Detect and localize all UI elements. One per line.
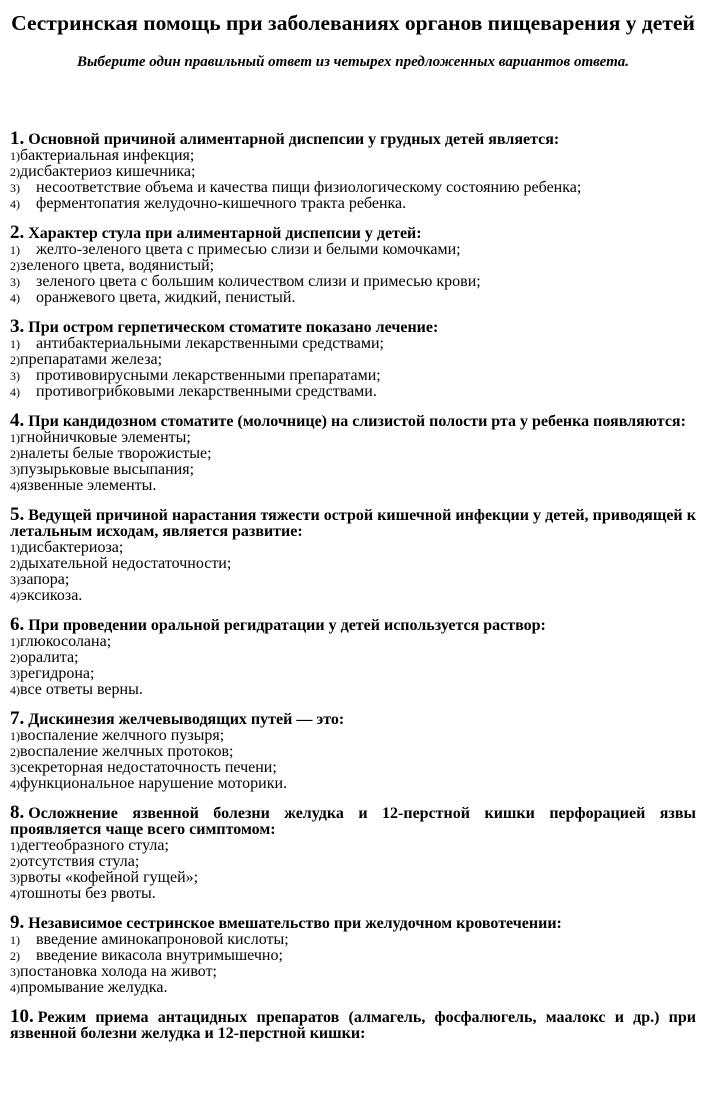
answer-number: 1) bbox=[10, 541, 20, 555]
answer-option bbox=[10, 634, 696, 650]
answer-text: эксикоза. bbox=[20, 587, 83, 604]
answer-text: оранжевого цвета, жидкий, пенистый. bbox=[36, 289, 296, 306]
answer-option bbox=[10, 478, 696, 494]
question-number: 9. bbox=[10, 912, 25, 933]
answer-text: зеленого цвета с большим количеством слизи и примесью крови; bbox=[36, 273, 481, 290]
answer-option bbox=[10, 242, 696, 258]
question-number: 2. bbox=[10, 222, 25, 243]
question-heading bbox=[10, 222, 696, 243]
answer-number: 1) bbox=[10, 933, 20, 947]
answer-text: ферментопатия желудочно-кишечного тракта ребенка. bbox=[36, 195, 407, 212]
question-heading bbox=[10, 708, 696, 729]
answer-text: желто-зеленого цвета с примесью слизи и белыми комочками; bbox=[36, 241, 461, 258]
answer-option bbox=[10, 258, 696, 274]
answer-text: тошноты без рвоты. bbox=[20, 885, 156, 902]
answer-text: постановка холода на живот; bbox=[20, 963, 217, 980]
answer-option bbox=[10, 368, 696, 384]
answer-number: 4) bbox=[10, 589, 20, 603]
question-list bbox=[10, 128, 696, 1042]
answer-option bbox=[10, 964, 696, 980]
answer-text: язвенные элементы. bbox=[20, 477, 157, 494]
question-text: При кандидозном стоматите (молочнице) на слизистой полости рта у ребенка появляются: bbox=[28, 413, 686, 430]
answer-number: 2) bbox=[10, 557, 20, 571]
answer-number: 4) bbox=[10, 197, 20, 211]
answer-text: бактериальная инфекция; bbox=[20, 147, 195, 164]
answer-text: пузырьковые высыпания; bbox=[20, 461, 195, 478]
question-text: При остром герпетическом стоматите показано лечение: bbox=[28, 319, 439, 336]
answer-number: 3) bbox=[10, 369, 20, 383]
question-number: 8. bbox=[10, 802, 25, 823]
question-heading bbox=[10, 802, 696, 838]
answer-text: промывание желудка. bbox=[20, 979, 168, 996]
answer-number: 1) bbox=[10, 149, 20, 163]
question-number: 5. bbox=[10, 504, 25, 525]
answer-option bbox=[10, 384, 696, 400]
answer-number: 3) bbox=[10, 761, 20, 775]
answer-text: противогрибковыми лекарственными средствами. bbox=[36, 383, 377, 400]
answer-option bbox=[10, 588, 696, 604]
question-7 bbox=[10, 708, 696, 792]
question-2 bbox=[10, 222, 696, 306]
answer-text: рвоты «кофейной гущей»; bbox=[20, 869, 199, 886]
answer-option bbox=[10, 274, 696, 290]
question-heading bbox=[10, 504, 696, 540]
answer-text: налеты белые творожистые; bbox=[20, 445, 212, 462]
answer-text: регидрона; bbox=[20, 665, 95, 682]
answer-number: 1) bbox=[10, 635, 20, 649]
question-5 bbox=[10, 504, 696, 604]
answer-option bbox=[10, 430, 696, 446]
question-9 bbox=[10, 912, 696, 996]
question-6 bbox=[10, 614, 696, 698]
question-number: 10. bbox=[10, 1006, 34, 1027]
answer-number: 3) bbox=[10, 275, 20, 289]
answer-option bbox=[10, 164, 696, 180]
answer-text: препаратами железа; bbox=[20, 351, 163, 368]
answer-text: функциональное нарушение моторики. bbox=[20, 775, 288, 792]
answer-text: противовирусными лекарственными препаратами; bbox=[36, 367, 381, 384]
answer-number: 3) bbox=[10, 871, 20, 885]
answer-number: 1) bbox=[10, 729, 20, 743]
answer-option bbox=[10, 290, 696, 306]
question-1 bbox=[10, 128, 696, 212]
answer-option bbox=[10, 556, 696, 572]
question-heading bbox=[10, 1006, 696, 1042]
answer-number: 4) bbox=[10, 385, 20, 399]
answer-number: 2) bbox=[10, 745, 20, 759]
answer-number: 2) bbox=[10, 165, 20, 179]
question-text: Дискинезия желчевыводящих путей — это: bbox=[28, 711, 345, 728]
answer-text: глюкосолана; bbox=[20, 633, 112, 650]
answer-option bbox=[10, 352, 696, 368]
answer-text: несоответствие объема и качества пищи физиологическому состоянию ребенка; bbox=[36, 179, 582, 196]
answer-option bbox=[10, 776, 696, 792]
answer-number: 3) bbox=[10, 181, 20, 195]
question-heading bbox=[10, 614, 696, 635]
answer-number: 4) bbox=[10, 291, 20, 305]
answer-text: гнойничковые элементы; bbox=[20, 429, 191, 446]
question-3 bbox=[10, 316, 696, 400]
answer-text: дегтеобразного стула; bbox=[20, 837, 169, 854]
answer-number: 4) bbox=[10, 479, 20, 493]
instruction-text: Выберите один правильный ответ из четырех предложенных вариантов ответа. bbox=[76, 54, 630, 70]
question-number: 7. bbox=[10, 708, 25, 729]
question-text: При проведении оральной регидратации у детей используется раствор: bbox=[28, 617, 546, 634]
answer-text: оралита; bbox=[20, 649, 79, 666]
answer-text: запора; bbox=[20, 571, 70, 588]
answer-text: зеленого цвета, водянистый; bbox=[20, 257, 215, 274]
answer-option bbox=[10, 760, 696, 776]
answer-option bbox=[10, 446, 696, 462]
answer-option bbox=[10, 728, 696, 744]
answer-number: 2) bbox=[10, 855, 20, 869]
answer-option bbox=[10, 870, 696, 886]
answer-text: антибактериальными лекарственными средствами; bbox=[36, 335, 384, 352]
answer-option bbox=[10, 980, 696, 996]
answer-option bbox=[10, 948, 696, 964]
answer-option bbox=[10, 462, 696, 478]
answer-text: воспаление желчного пузыря; bbox=[20, 727, 225, 744]
answer-number: 3) bbox=[10, 667, 20, 681]
page-title: Сестринская помощь при заболеваниях органов пищеварения у детей bbox=[11, 11, 695, 35]
question-4 bbox=[10, 410, 696, 494]
question-heading bbox=[10, 316, 696, 337]
answer-text: воспаление желчных протоков; bbox=[20, 743, 234, 760]
answer-text: дыхательной недостаточности; bbox=[20, 555, 232, 572]
question-text: Осложнение язвенной болезни желудка и 12-перстной кишки перфорацией язвы проявляется чаще всего симптомом: bbox=[10, 805, 696, 838]
question-number: 1. bbox=[10, 128, 25, 149]
answer-number: 2) bbox=[10, 651, 20, 665]
answer-text: введение аминокапроновой кислоты; bbox=[36, 931, 289, 948]
answer-number: 3) bbox=[10, 965, 20, 979]
answer-option bbox=[10, 886, 696, 902]
answer-option bbox=[10, 180, 696, 196]
answer-text: отсутствия стула; bbox=[20, 853, 140, 870]
question-8 bbox=[10, 802, 696, 902]
answer-number: 2) bbox=[10, 949, 20, 963]
answer-text: секреторная недостаточность печени; bbox=[20, 759, 277, 776]
question-heading bbox=[10, 912, 696, 933]
answer-number: 2) bbox=[10, 447, 20, 461]
answer-number: 3) bbox=[10, 463, 20, 477]
answer-number: 4) bbox=[10, 683, 20, 697]
answer-number: 1) bbox=[10, 431, 20, 445]
answer-number: 4) bbox=[10, 887, 20, 901]
question-10 bbox=[10, 1006, 696, 1042]
answer-option bbox=[10, 854, 696, 870]
answer-text: введение викасола внутримышечно; bbox=[36, 947, 283, 964]
question-text: Основной причиной алиментарной диспепсии у грудных детей является: bbox=[28, 131, 560, 148]
answer-option bbox=[10, 666, 696, 682]
answer-option bbox=[10, 838, 696, 854]
answer-option bbox=[10, 932, 696, 948]
answer-number: 1) bbox=[10, 243, 20, 257]
answer-option bbox=[10, 682, 696, 698]
answer-option bbox=[10, 540, 696, 556]
answer-option bbox=[10, 336, 696, 352]
answer-option bbox=[10, 196, 696, 212]
answer-text: дисбактериоз кишечника; bbox=[20, 163, 196, 180]
answer-option bbox=[10, 744, 696, 760]
question-number: 3. bbox=[10, 316, 25, 337]
question-number: 6. bbox=[10, 614, 25, 635]
answer-number: 1) bbox=[10, 839, 20, 853]
answer-number: 2) bbox=[10, 353, 20, 367]
question-number: 4. bbox=[10, 410, 25, 431]
question-text: Режим приема антацидных препаратов (алмагель, фосфалюгель, маалокс и др.) при язвенной болезни желудка и 12-перстной кишки: bbox=[10, 1009, 696, 1042]
answer-text: все ответы верны. bbox=[20, 681, 143, 698]
answer-number: 3) bbox=[10, 573, 20, 587]
question-text: Характер стула при алиментарной диспепсии у детей: bbox=[28, 225, 422, 242]
answer-option bbox=[10, 650, 696, 666]
question-heading bbox=[10, 410, 696, 431]
answer-text: дисбактериоза; bbox=[20, 539, 124, 556]
question-text: Независимое сестринское вмешательство при желудочном кровотечении: bbox=[28, 915, 562, 932]
answer-number: 4) bbox=[10, 981, 20, 995]
answer-number: 1) bbox=[10, 337, 20, 351]
question-text: Ведущей причиной нарастания тяжести острой кишечной инфекции у детей, приводящей к летальным исходам, является развитие: bbox=[10, 507, 696, 540]
answer-number: 2) bbox=[10, 259, 20, 273]
answer-option bbox=[10, 148, 696, 164]
question-heading bbox=[10, 128, 696, 149]
answer-number: 4) bbox=[10, 777, 20, 791]
answer-option bbox=[10, 572, 696, 588]
